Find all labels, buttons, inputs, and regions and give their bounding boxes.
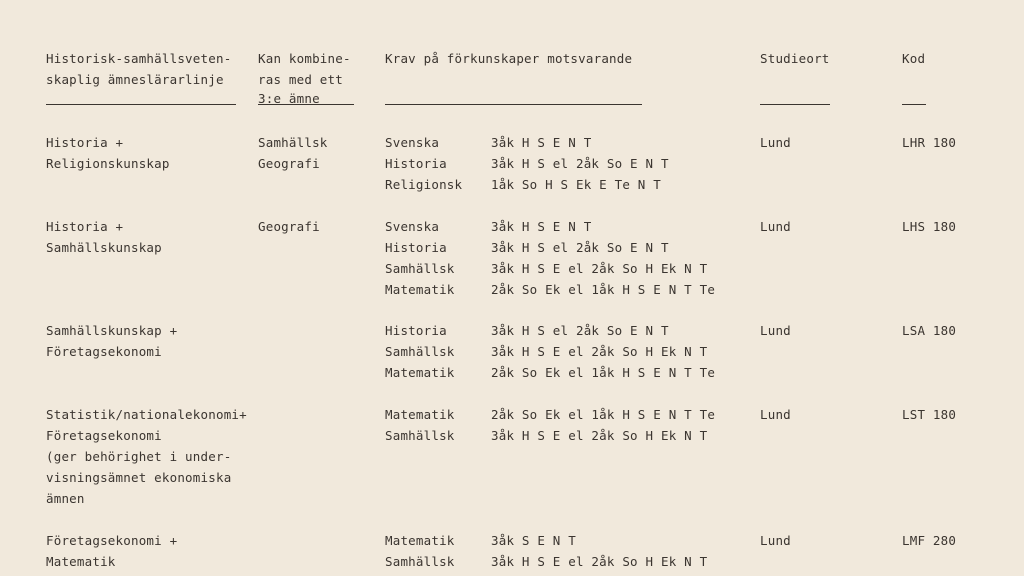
row-3-code: LSA 180 [902, 323, 957, 338]
row-3-req-3-subject: Matematik [385, 365, 455, 380]
row-2-req-2-subject: Historia [385, 240, 447, 255]
row-4-req-2-subject: Samhällsk [385, 428, 455, 443]
row-1-program-line-2: Religionskunskap [46, 156, 170, 171]
row-2-program-line-1: Historia + [46, 219, 124, 234]
row-4-program-line-4: visningsämnet ekonomiska [46, 470, 232, 485]
row-3-program-line-2: Företagsekonomi [46, 344, 162, 359]
row-5-program-line-1: Företagsekonomi + [46, 533, 178, 548]
row-1-req-2-subject: Historia [385, 156, 447, 171]
row-2-req-2-level: 3åk H S el 2åk So E N T [491, 240, 669, 255]
header-combine-line-3: 3:e ämne [258, 91, 320, 106]
row-3-req-1-level: 3åk H S el 2åk So E N T [491, 323, 669, 338]
row-4-program-line-2: Företagsekonomi [46, 428, 162, 443]
row-2-req-3-level: 3åk H S E el 2åk So H Ek N T [491, 261, 708, 276]
header-rule-place [760, 104, 830, 105]
row-4-code: LST 180 [902, 407, 957, 422]
row-3-program-line-1: Samhällskunskap + [46, 323, 178, 338]
row-3-req-2-subject: Samhällsk [385, 344, 455, 359]
header-combine-line-2: ras med ett [258, 72, 343, 87]
row-1-req-3-level: 1åk So H S Ek E Te N T [491, 177, 661, 192]
row-4-program-line-1: Statistik/nationalekonomi+ [46, 407, 247, 422]
row-1-req-3-subject: Religionsk [385, 177, 463, 192]
row-4-program-line-5: ämnen [46, 491, 85, 506]
header-rule-combine [258, 104, 354, 105]
header-requirements: Krav på förkunskaper motsvarande [385, 51, 633, 66]
header-program-line-2: skaplig ämneslärarlinje [46, 72, 224, 87]
row-1-combine-2: Geografi [258, 156, 320, 171]
row-3-req-3-level: 2åk So Ek el 1åk H S E N T Te [491, 365, 716, 380]
row-1-program-line-1: Historia + [46, 135, 124, 150]
row-2-req-1-level: 3åk H S E N T [491, 219, 592, 234]
row-3-place: Lund [760, 323, 791, 338]
row-2-combine-1: Geografi [258, 219, 320, 234]
row-2-req-3-subject: Samhällsk [385, 261, 455, 276]
row-5-code: LMF 280 [902, 533, 957, 548]
row-4-program-line-3: (ger behörighet i under- [46, 449, 232, 464]
row-5-req-2-subject: Samhällsk [385, 554, 455, 569]
row-5-req-2-level: 3åk H S E el 2åk So H Ek N T [491, 554, 708, 569]
row-4-req-1-subject: Matematik [385, 407, 455, 422]
row-4-place: Lund [760, 407, 791, 422]
header-rule-program [46, 104, 236, 105]
row-3-req-2-level: 3åk H S E el 2åk So H Ek N T [491, 344, 708, 359]
header-program-line-1: Historisk-samhällsveten- [46, 51, 232, 66]
header-code: Kod [902, 51, 926, 66]
row-1-req-2-level: 3åk H S el 2åk So E N T [491, 156, 669, 171]
row-5-place: Lund [760, 533, 791, 548]
header-combine-line-1: Kan kombine- [258, 51, 351, 66]
row-2-program-line-2: Samhällskunskap [46, 240, 162, 255]
row-1-combine-1: Samhällsk [258, 135, 328, 150]
row-2-req-4-level: 2åk So Ek el 1åk H S E N T Te [491, 282, 716, 297]
row-3-req-1-subject: Historia [385, 323, 447, 338]
row-1-req-1-subject: Svenska [385, 135, 440, 150]
row-1-place: Lund [760, 135, 791, 150]
row-1-code: LHR 180 [902, 135, 957, 150]
row-2-req-4-subject: Matematik [385, 282, 455, 297]
row-2-req-1-subject: Svenska [385, 219, 440, 234]
header-rule-code [902, 104, 926, 105]
header-place: Studieort [760, 51, 830, 66]
row-1-req-1-level: 3åk H S E N T [491, 135, 592, 150]
row-2-code: LHS 180 [902, 219, 957, 234]
row-4-req-1-level: 2åk So Ek el 1åk H S E N T Te [491, 407, 716, 422]
row-5-req-1-level: 3åk S E N T [491, 533, 576, 548]
row-5-req-1-subject: Matematik [385, 533, 455, 548]
header-rule-requirements [385, 104, 642, 105]
row-2-place: Lund [760, 219, 791, 234]
row-4-req-2-level: 3åk H S E el 2åk So H Ek N T [491, 428, 708, 443]
row-5-program-line-2: Matematik [46, 554, 116, 569]
